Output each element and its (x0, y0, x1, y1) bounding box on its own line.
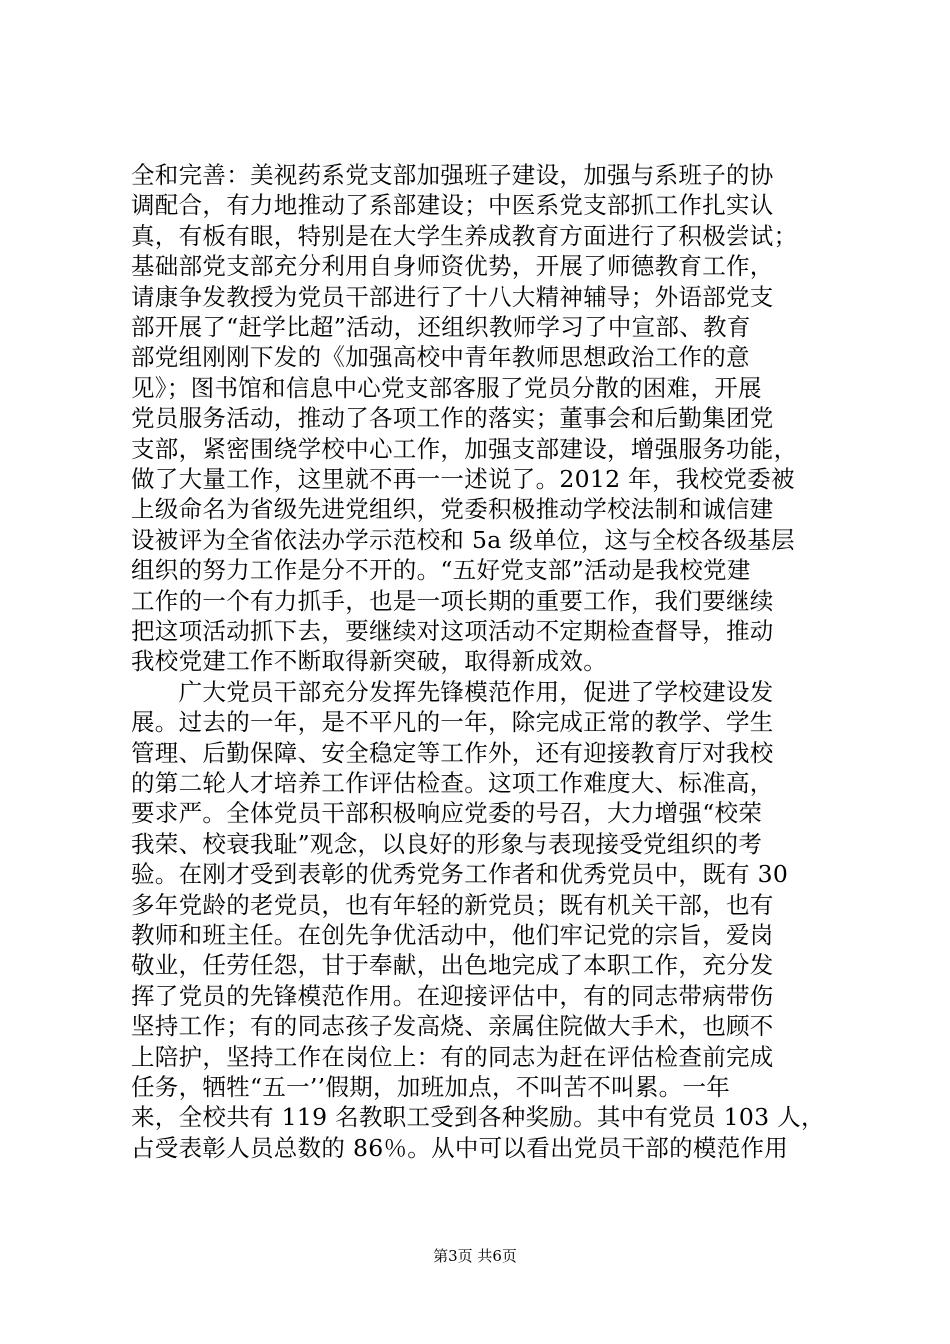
text-line: 调配合，有力地推动了系部建设；中医系党支部抓工作扎实认 (131, 191, 774, 220)
text-line: 展。过去的一年，是不平凡的一年，除完成正常的教学、学生 (131, 708, 774, 737)
text-line: 多年党龄的老党员，也有年轻的新党员；既有机关干部，也有 (131, 890, 774, 919)
text-line: 请康争发教授为党员干部进行了十八大精神辅导；外语部党支 (131, 282, 774, 311)
text-line: 教师和班主任。在创先争优活动中，他们牢记党的宗旨，爱岗 (131, 921, 774, 949)
text-line: 支部，紧密围绕学校中心工作，加强支部建设，增强服务功能， (131, 434, 798, 463)
text-line: 基础部党支部充分利用自身师资优势，开展了师德教育工作， (131, 252, 774, 281)
text-line: 坚持工作；有的同志孩子发高烧、亲属住院做大手术，也顾不 (131, 1012, 774, 1041)
text-line: 部开展了“赶学比超”活动，还组织教师学习了中宣部、教育 (131, 313, 751, 341)
text-line: 上级命名为省级先进党组织，党委积极推动学校法制和诚信建 (131, 495, 774, 524)
text-line: 占受表彰人员总数的 86％。从中可以看出党员干部的模范作用 (131, 1133, 789, 1162)
text-line: 来，全校共有 119 名教职工受到各种奖励。其中有党员 103 人， (131, 1103, 825, 1132)
text-line: 敬业，任劳任怨，甘于奉献，出色地完成了本职工作，充分发 (131, 951, 774, 980)
text-line: 真，有板有眼，特别是在大学生养成教育方面进行了积极尝试； (131, 221, 798, 250)
text-line: 把这项活动抓下去，要继续对这项活动不定期检查督导，推动 (131, 617, 774, 645)
text-line: 工作的一个有力抓手，也是一项长期的重要工作，我们要继续 (131, 586, 774, 615)
text-line: 要求严。全体党员干部积极响应党委的号召，大力增强“校荣 (131, 799, 763, 828)
text-line: 管理、后勤保障、安全稳定等工作外，还有迎接教育厅对我校 (131, 738, 774, 767)
text-line: 组织的努力工作是分不开的。“五好党支部”活动是我校党建 (131, 556, 751, 585)
text-line: 验。在刚才受到表彰的优秀党务工作者和优秀党员中，既有 30 (131, 860, 789, 889)
text-line: 见》；图书馆和信息中心党支部客服了党员分散的困难，开展 (131, 373, 762, 402)
text-line: 上陪护，坚持工作在岗位上：有的同志为赶在评估检查前完成 (131, 1042, 774, 1071)
page-footer: 第3页 共6页 (433, 1247, 517, 1265)
text-line: 任务，牺牲“五一’’假期，加班加点，不叫苦不叫累。一年 (131, 1073, 731, 1101)
text-line: 的第二轮人才培养工作评估检查。这项工作难度大、标准高， (131, 769, 774, 797)
text-line: 我校党建工作不断取得新突破，取得新成效。 (131, 647, 607, 676)
text-line: 设被评为全省依法办学示范校和 5a 级单位，这与全校各级基层 (131, 525, 795, 554)
text-line: 部党组刚刚下发的《加强高校中青年教师思想政治工作的意 (131, 343, 750, 372)
text-line: 全和完善：美视药系党支部加强班子建设，加强与系班子的协 (131, 161, 774, 189)
text-line: 党员服务活动，推动了各项工作的落实；董事会和后勤集团党 (131, 404, 774, 433)
text-line: 我荣、校衰我耻”观念，以良好的形象与表现接受党组织的考 (131, 829, 763, 858)
text-line: 做了大量工作，这里就不再一一述说了。2012 年，我校党委被 (131, 465, 795, 493)
text-line: 广大党员干部充分发挥先锋模范作用，促进了学校建设发 (131, 677, 774, 706)
text-line: 挥了党员的先锋模范作用。在迎接评估中，有的同志带病带伤 (131, 981, 774, 1010)
